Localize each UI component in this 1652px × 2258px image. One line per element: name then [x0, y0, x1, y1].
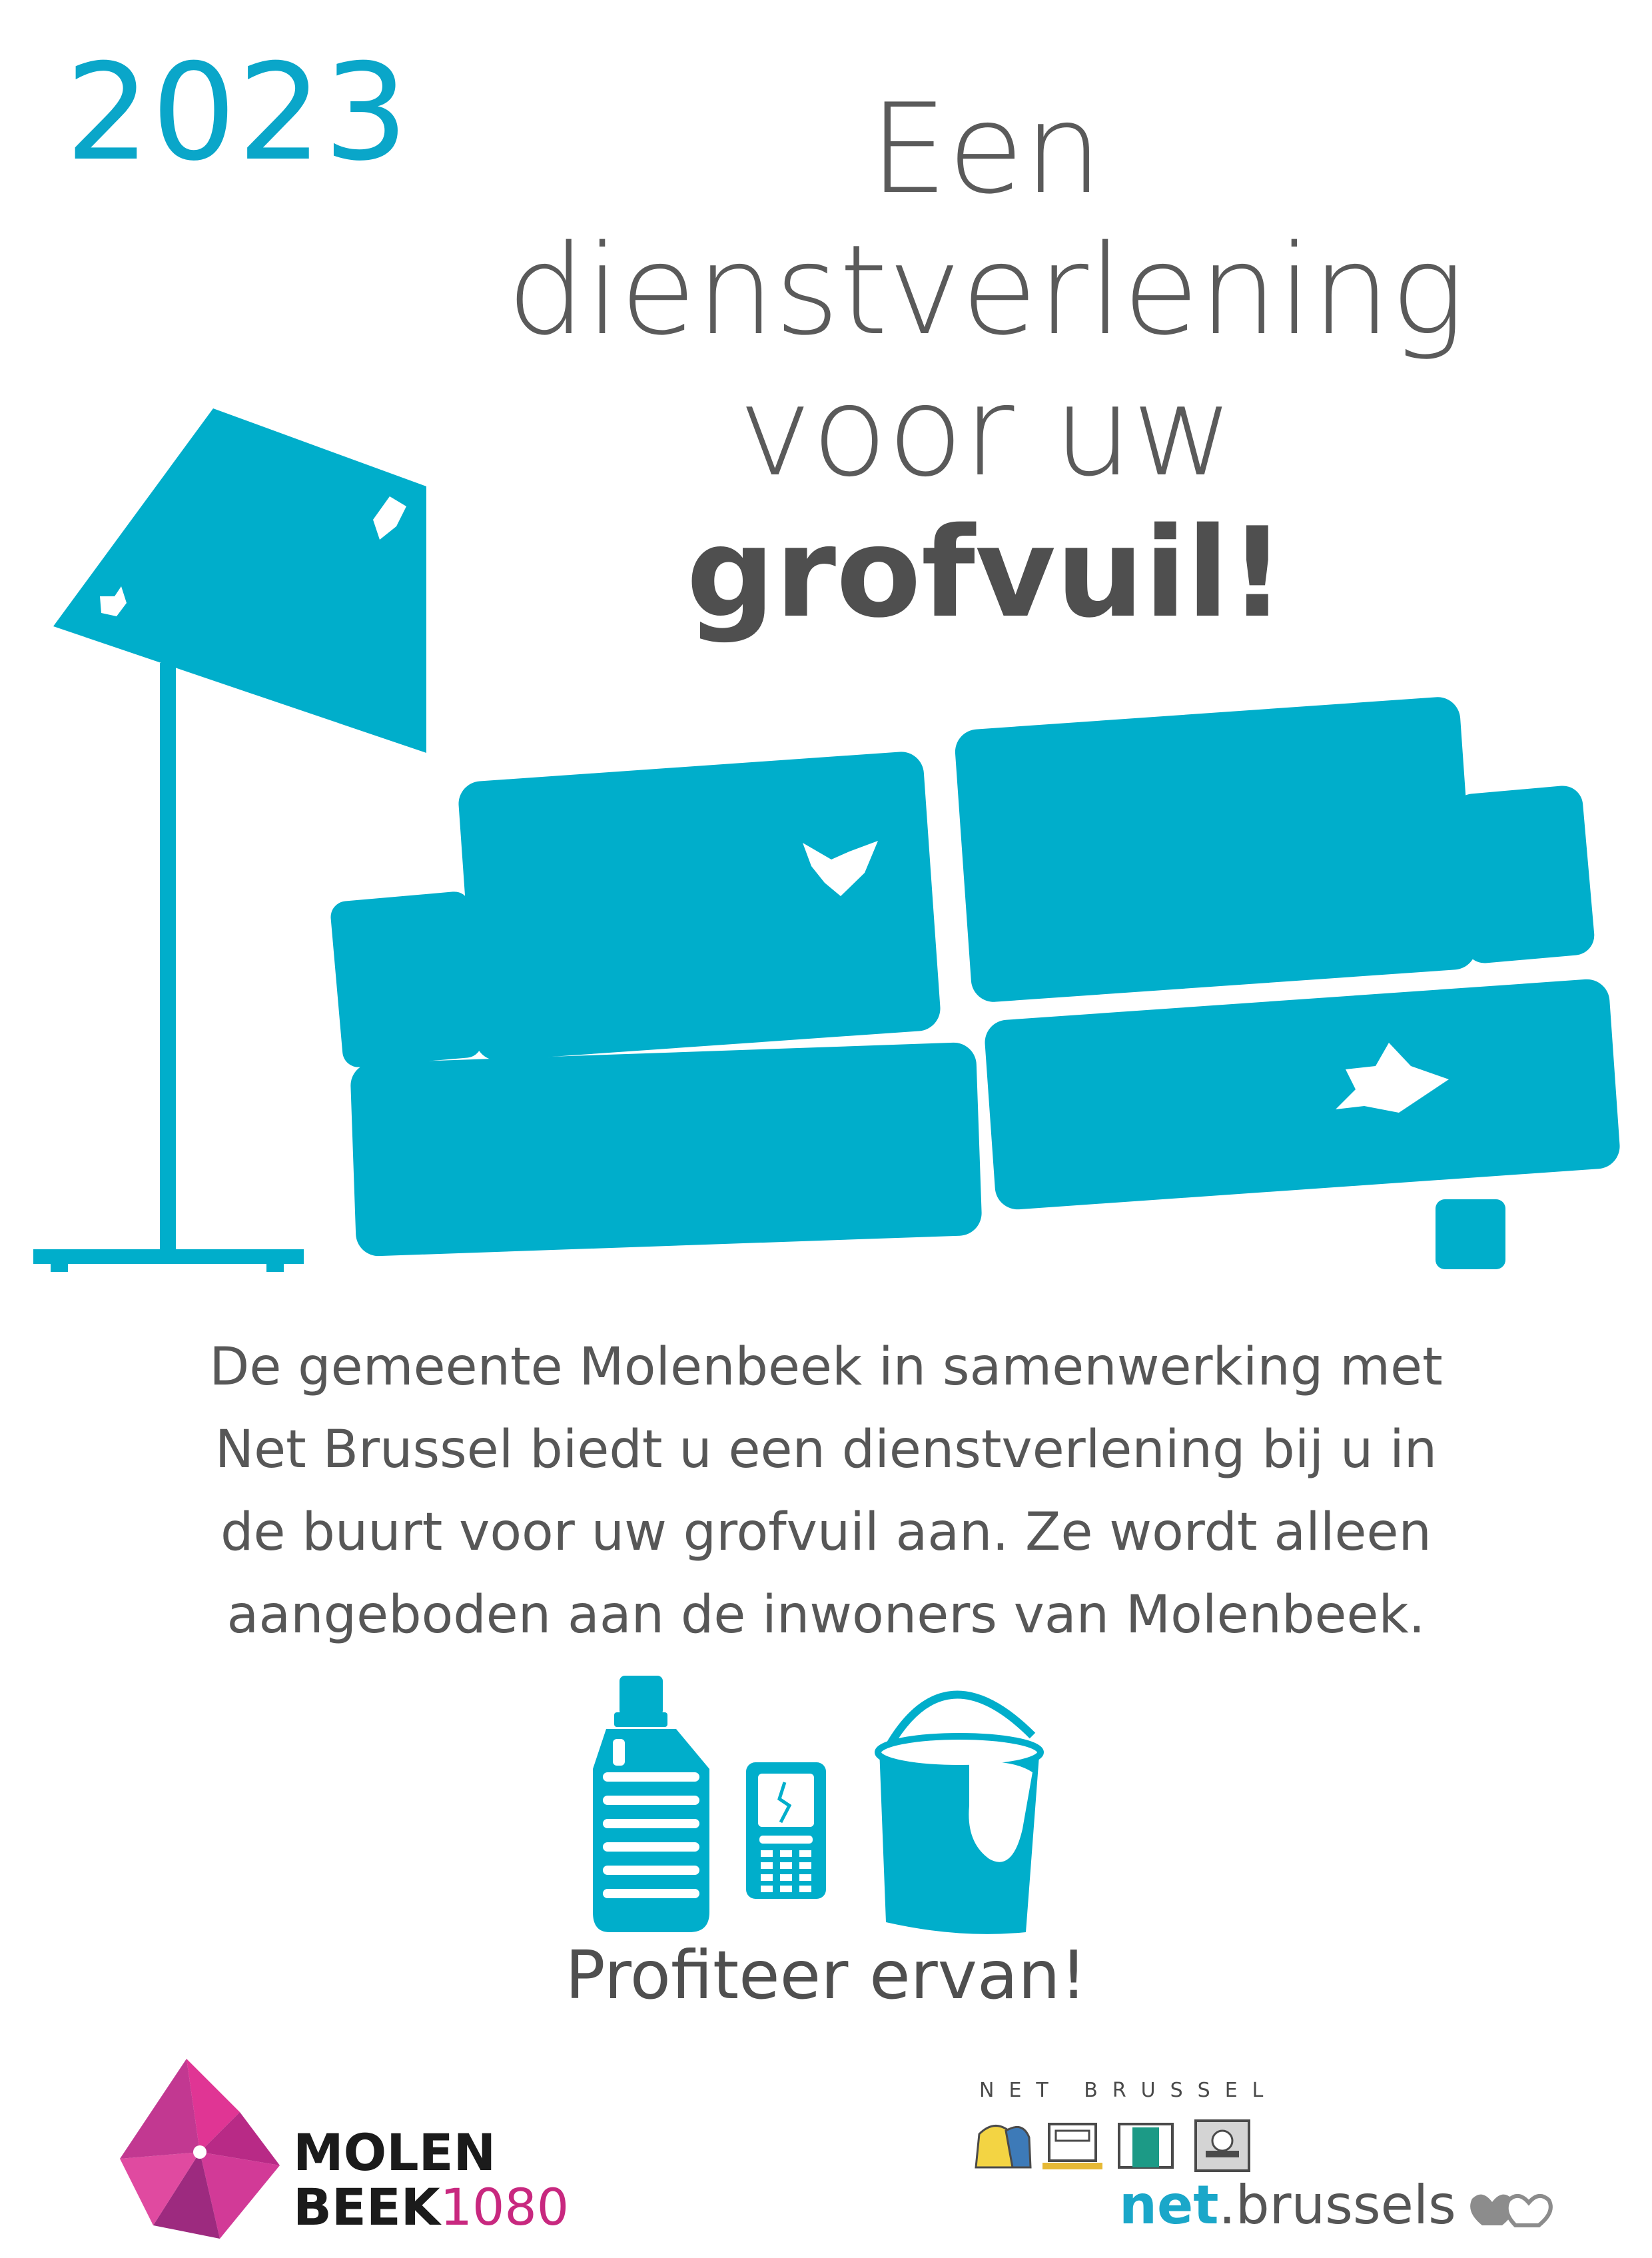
- year-label: 2023: [65, 35, 410, 191]
- net-brussel-service-icons: [969, 2111, 1262, 2177]
- bottle-icon: [593, 1676, 709, 1932]
- intro-line-4: aangeboden aan de inwoners van Molenbeek.: [226, 1585, 1426, 1645]
- net-brussels-wordmark: [1119, 2174, 1456, 2236]
- waste-items-illustration: [573, 1652, 1106, 1946]
- recycling-park-icon: [1196, 2121, 1249, 2171]
- headline-line-3: voor uw: [738, 359, 1234, 504]
- molenbeek-postcode: 1080: [440, 2177, 570, 2237]
- sweeper-truck-icon: [1042, 2124, 1102, 2169]
- broken-sofa-icon: [330, 696, 1621, 1269]
- net-brussel-logo: [959, 2079, 1572, 2252]
- headline-line-4: grofvuil!: [686, 500, 1286, 645]
- molenbeek-logo: [113, 2052, 570, 2252]
- intro-line-2: Net Brussel biedt u een dienstverlening bij u in: [214, 1420, 1438, 1480]
- call-to-action: Profiteer ervan!: [565, 1936, 1087, 2014]
- brussels-wordmark: .brussels: [1218, 2174, 1456, 2236]
- intro-line-1: De gemeente Molenbeek in samenwerking met: [209, 1337, 1443, 1397]
- molenbeek-wordmark: [293, 2125, 569, 2235]
- paint-bucket-icon: [878, 1695, 1040, 1934]
- headline-line-2: dienstverlening: [506, 218, 1465, 362]
- furniture-illustration: [0, 373, 1652, 1306]
- pinwheel-icon: [113, 2052, 286, 2252]
- net-wordmark: net: [1119, 2174, 1219, 2236]
- intro-line-3: de buurt voor uw grofvuil aan. Ze wordt alleen: [220, 1502, 1432, 1562]
- molenbeek-beek: BEEK: [293, 2177, 440, 2237]
- intro-paragraph: [200, 1326, 1452, 1656]
- molenbeek-line-1: MOLEN: [293, 2123, 496, 2182]
- molenbeek-line-2: [293, 2177, 570, 2237]
- waste-bag-icon: [976, 2126, 1031, 2168]
- heart-icon: [1465, 2185, 1559, 2232]
- headline-line-1: Een: [869, 77, 1102, 221]
- mobile-phone-icon: [746, 1762, 826, 1899]
- container-icon: [1119, 2124, 1172, 2167]
- net-brussel-label: NET BRUSSEL: [979, 2079, 1278, 2102]
